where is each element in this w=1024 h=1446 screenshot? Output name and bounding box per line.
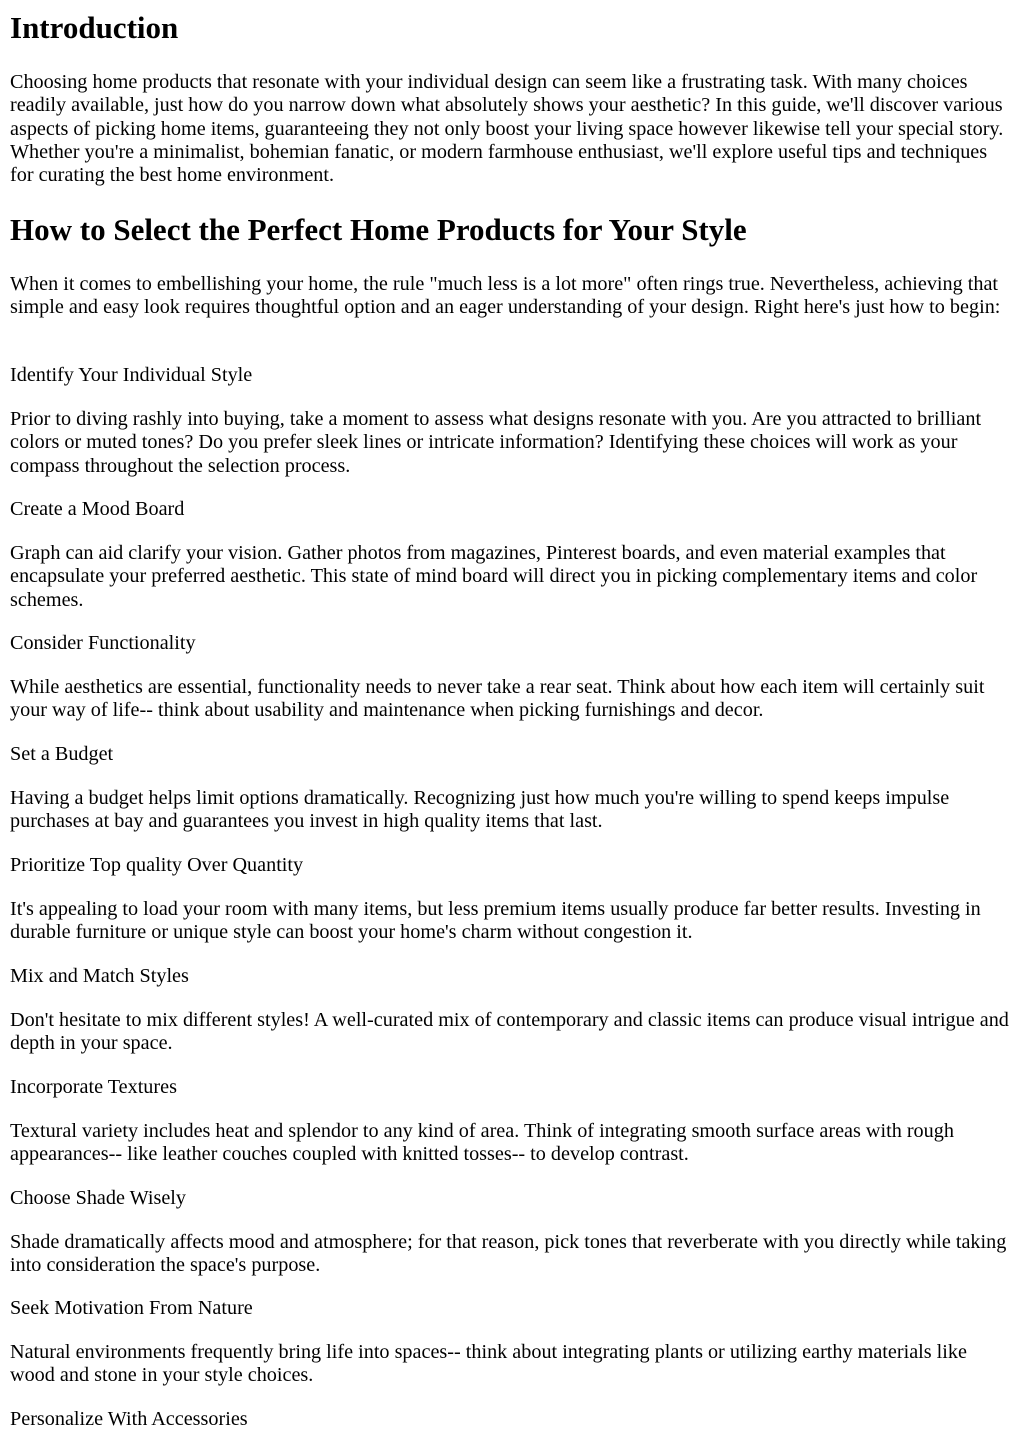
section-title-accessories: Personalize With Accessories: [10, 1408, 248, 1430]
section-body-mood-board: Graph can aid clarify your vision. Gather photos from magazines, Pinterest boards, and even material examples that encapsulate your preferred aesthetic. This state of mind board will direct you in picking complementary items and color schemes.: [10, 542, 978, 611]
section-body-shade: Shade dramatically affects mood and atmosphere; for that reason, pick tones that reverberate with you directly while taking into consideration the space's purpose.: [10, 1231, 1007, 1277]
section-title-quality: Prioritize Top quality Over Quantity: [10, 854, 304, 876]
section-body-nature: Natural environments frequently bring life into spaces-- think about integrating plants or utilizing earthy materials like wood and stone in your style choices.: [10, 1341, 967, 1387]
section-body-quality: It's appealing to load your room with many items, but less premium items usually produce far better results. Investing in durable furniture or unique style can boost your home's charm without congestion it.: [10, 898, 981, 944]
section-body-textures: Textural variety includes heat and splendor to any kind of area. Think of integrating smooth surface areas with rough appearances-- like leather couches coupled with knitted tosses-- to develop contrast.: [10, 1120, 954, 1166]
section-body-functionality: While aesthetics are essential, functionality needs to never take a rear seat. Think about how each item will certainly suit your way of life-- think about usability and maintenance when picking furnishings and decor.: [10, 676, 985, 722]
section-body-budget: Having a budget helps limit options dramatically. Recognizing just how much you're willing to spend keeps impulse purchases at bay and guarantees you invest in high quality items that last.: [10, 787, 950, 833]
section-title-shade: Choose Shade Wisely: [10, 1187, 186, 1209]
section-title-textures: Incorporate Textures: [10, 1076, 177, 1098]
intro-heading: Introduction: [10, 10, 179, 45]
section-body-identify-style: Prior to diving rashly into buying, take a moment to assess what designs resonate with you. Are you attracted to brilliant colors or muted tones? Do you prefer sleek lines or intricate information? Identifying these choices will work as your compass throughout the selection process.: [10, 408, 982, 477]
section-title-identify-style: Identify Your Individual Style: [10, 364, 253, 386]
main-heading: How to Select the Perfect Home Products for Your Style: [10, 212, 747, 247]
main-intro-paragraph: When it comes to embellishing your home, the rule "much less is a lot more" often rings true. Nevertheless, achieving that simple and easy look requires thoughtful option and an eager understanding of your design. Right here's just how to begin:: [10, 273, 1001, 319]
section-title-budget: Set a Budget: [10, 743, 114, 765]
section-title-mood-board: Create a Mood Board: [10, 498, 185, 520]
section-title-mix-match: Mix and Match Styles: [10, 965, 189, 987]
section-title-nature: Seek Motivation From Nature: [10, 1297, 253, 1319]
section-body-mix-match: Don't hesitate to mix different styles! A well-curated mix of contemporary and classic items can produce visual intrigue and depth in your space.: [10, 1009, 1009, 1055]
section-title-functionality: Consider Functionality: [10, 632, 196, 654]
intro-paragraph: Choosing home products that resonate with your individual design can seem like a frustrating task. With many choices readily available, just how do you narrow down what absolutely shows your aesthetic? In this guide, we'll discover various aspects of picking home items, guaranteeing they not only boost your living space however likewise tell your special story. Whether you're a minimalist, bohemian fanatic, or modern farmhouse enthusiast, we'll explore useful tips and techniques for curating the best home environment.: [10, 71, 1004, 187]
